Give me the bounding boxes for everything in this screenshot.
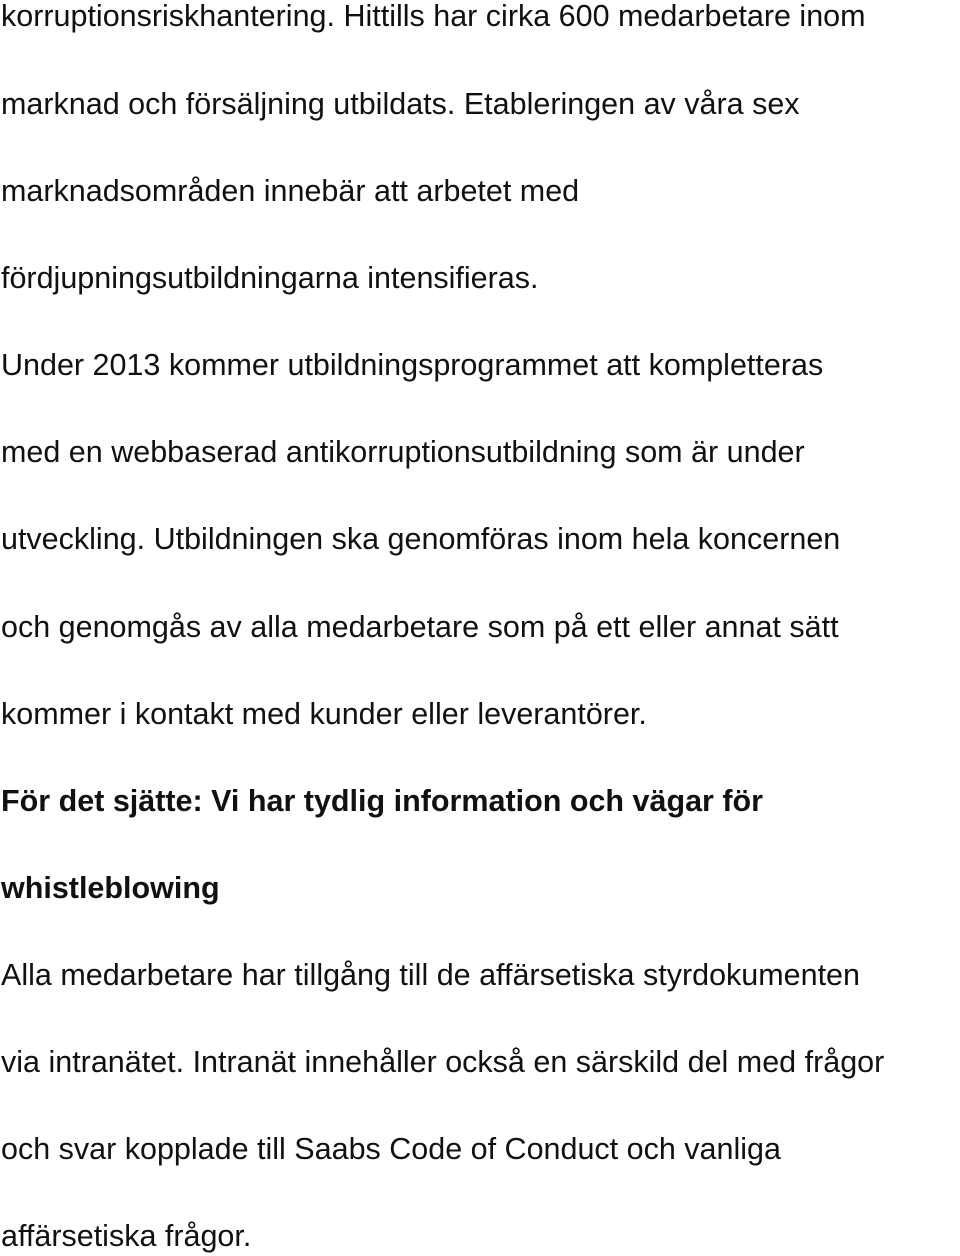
text-line: utveckling. Utbildningen ska genomföras inom hela koncernen [1,522,841,556]
text-line: och genomgås av alla medarbetare som på ett eller annat sätt [1,610,839,644]
text-line: marknad och försäljning utbildats. Etableringen av våra sex [1,87,800,121]
section-heading-line: whistleblowing [1,871,220,905]
text-line: Under 2013 kommer utbildningsprogrammet att kompletteras [1,348,824,382]
section-heading-line: För det sjätte: Vi har tydlig information och vägar för [1,784,764,818]
text-line: korruptionsriskhantering. Hittills har cirka 600 medarbetare inom [1,0,866,33]
text-line: och svar kopplade till Saabs Code of Conduct och vanliga [1,1132,781,1166]
text-line: med en webbaserad antikorruptionsutbildning som är under [1,435,805,469]
text-line: via intranätet. Intranät innehåller också en särskild del med frågor [1,1045,885,1079]
text-line: kommer i kontakt med kunder eller leverantörer. [1,697,647,731]
text-line: fördjupningsutbildningarna intensifieras. [1,261,539,295]
text-line: affärsetiska frågor. [1,1219,252,1253]
text-line: Alla medarbetare har tillgång till de affärsetiska styrdokumenten [1,958,860,992]
text-line: marknadsområden innebär att arbetet med [1,174,580,208]
